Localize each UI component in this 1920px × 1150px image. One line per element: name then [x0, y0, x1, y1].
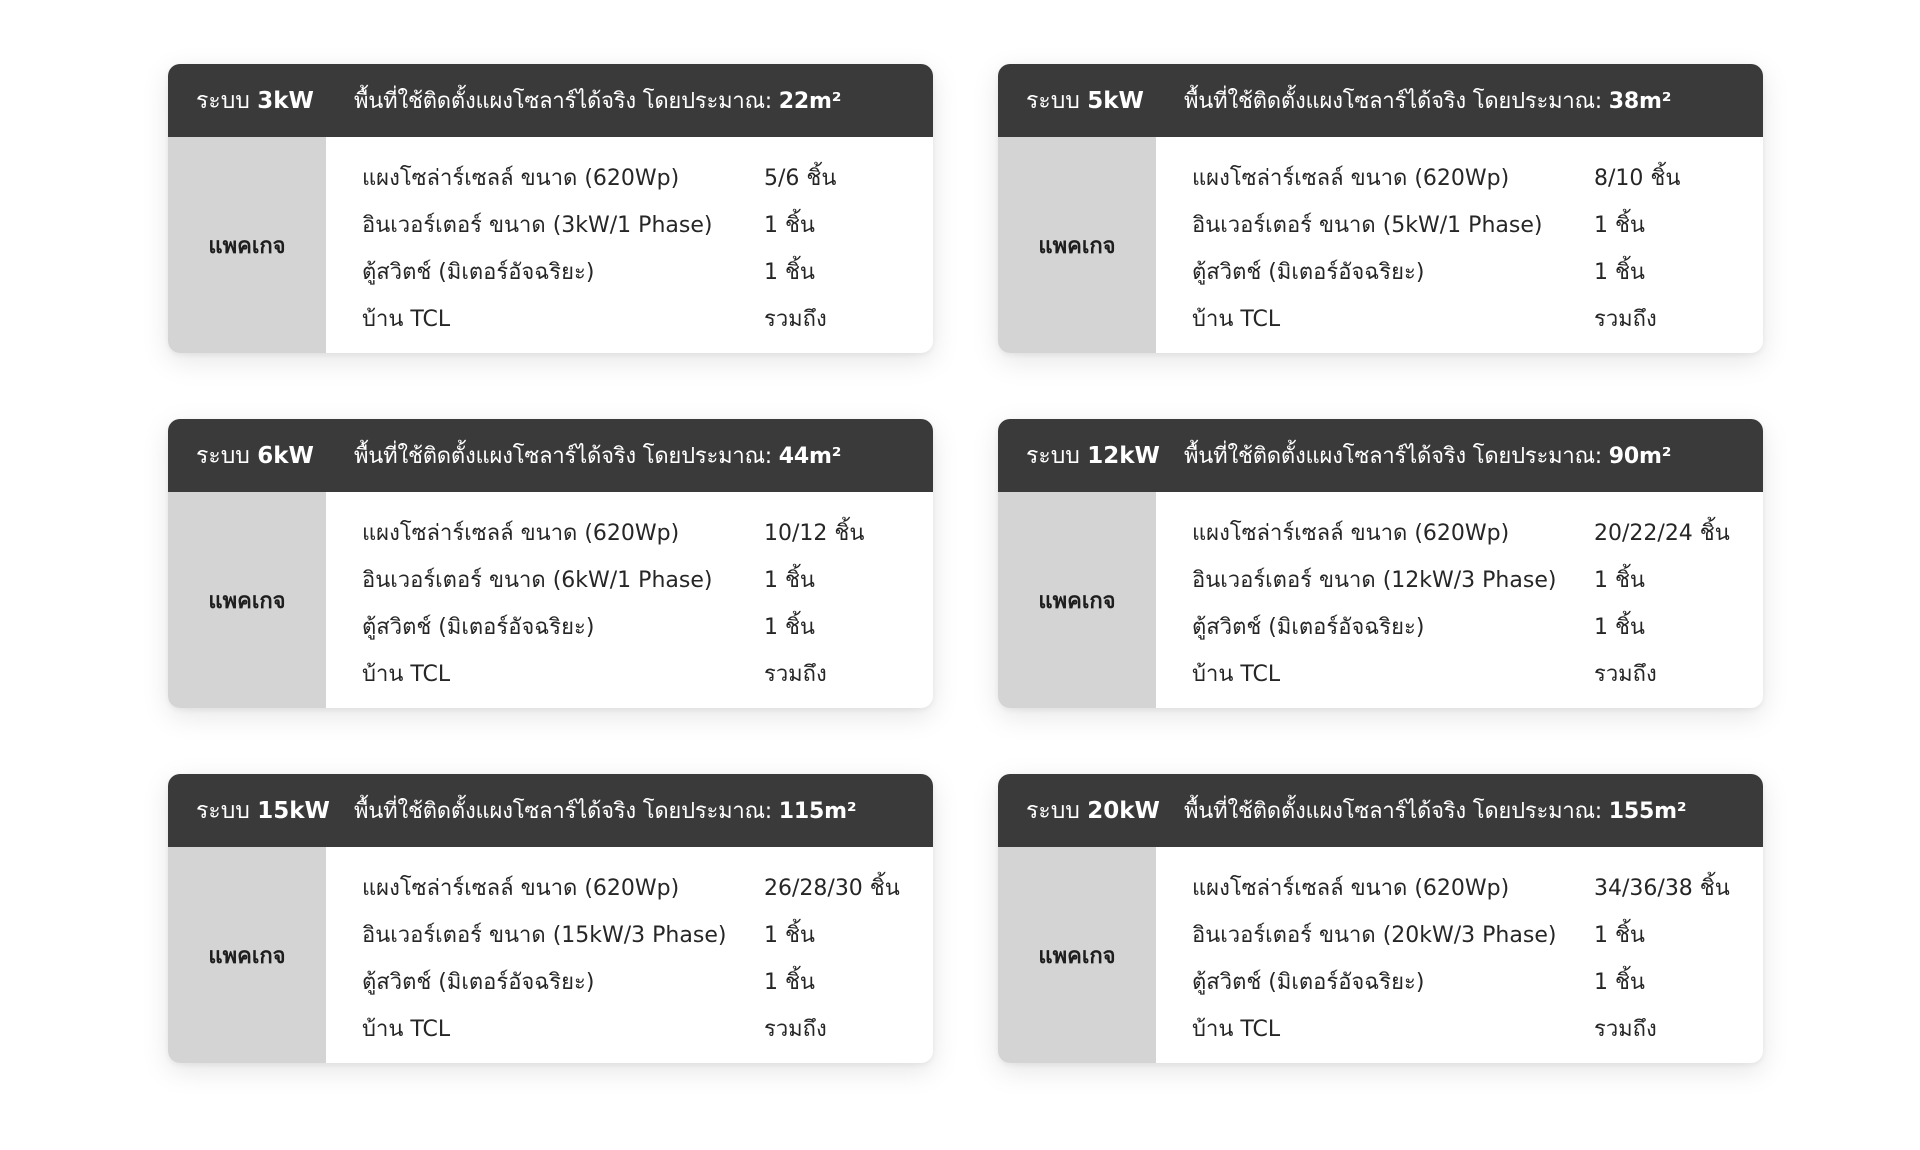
item-name: ตู้สวิตช์ (มิเตอร์อัจฉริยะ) — [362, 970, 595, 995]
system-prefix: ระบบ — [1026, 442, 1080, 469]
area-value: 22m² — [778, 89, 842, 114]
item-name: ตู้สวิตช์ (มิเตอร์อัจฉริยะ) — [1192, 260, 1425, 285]
package-card-12kw — [998, 419, 1763, 708]
item-name: อินเวอร์เตอร์ ขนาด (15kW/3 Phase) — [362, 923, 727, 948]
item-qty: 8/10 ชิ้น — [1594, 166, 1681, 191]
package-card-5kw — [998, 64, 1763, 353]
list-item — [362, 1005, 933, 1052]
list-item — [362, 509, 933, 556]
system-prefix: ระบบ — [1026, 797, 1080, 824]
list-item — [362, 911, 933, 958]
item-name: บ้าน TCL — [1192, 1017, 1281, 1042]
area-label: พื้นที่ใช้ติดตั้งแผงโซลาร์ได้จริง โดยประมาณ: — [1184, 89, 1602, 114]
system-prefix: ระบบ — [196, 797, 250, 824]
list-item — [1192, 1005, 1763, 1052]
install-area — [1170, 438, 1671, 473]
item-qty: 1 ชิ้น — [1594, 568, 1645, 593]
item-name: บ้าน TCL — [362, 662, 451, 687]
item-qty: รวมถึง — [1594, 307, 1657, 332]
package-card-6kw — [168, 419, 933, 708]
install-area — [340, 438, 841, 473]
list-item — [362, 650, 933, 697]
item-name: ตู้สวิตช์ (มิเตอร์อัจฉริยะ) — [1192, 615, 1425, 640]
item-name: แผงโซล่าร์เซลล์ ขนาด (620Wp) — [1192, 166, 1510, 191]
item-list — [326, 492, 933, 708]
package-card-20kw — [998, 774, 1763, 1063]
list-item — [362, 154, 933, 201]
list-item — [362, 248, 933, 295]
system-size — [168, 83, 340, 119]
item-qty: 1 ชิ้น — [764, 970, 815, 995]
area-label: พื้นที่ใช้ติดตั้งแผงโซลาร์ได้จริง โดยประมาณ: — [354, 89, 772, 114]
item-list — [326, 847, 933, 1063]
item-list — [1156, 137, 1763, 353]
system-prefix: ระบบ — [1026, 87, 1080, 114]
install-area — [340, 793, 856, 828]
card-body — [998, 492, 1763, 708]
card-body — [998, 847, 1763, 1063]
item-qty: 1 ชิ้น — [764, 615, 815, 640]
system-value: 6kW — [257, 442, 314, 469]
package-label: แพคเกจ — [168, 492, 326, 708]
install-area — [1170, 83, 1671, 118]
card-body — [998, 137, 1763, 353]
item-name: แผงโซล่าร์เซลล์ ขนาด (620Wp) — [362, 876, 680, 901]
item-name: อินเวอร์เตอร์ ขนาด (20kW/3 Phase) — [1192, 923, 1557, 948]
system-size — [998, 438, 1170, 474]
system-prefix: ระบบ — [196, 442, 250, 469]
item-name: บ้าน TCL — [362, 1017, 451, 1042]
item-list — [1156, 492, 1763, 708]
item-name: บ้าน TCL — [362, 307, 451, 332]
package-card-3kw — [168, 64, 933, 353]
install-area — [340, 83, 841, 118]
item-name: บ้าน TCL — [1192, 662, 1281, 687]
item-qty: 1 ชิ้น — [764, 923, 815, 948]
item-name: อินเวอร์เตอร์ ขนาด (3kW/1 Phase) — [362, 213, 713, 238]
item-name: ตู้สวิตช์ (มิเตอร์อัจฉริยะ) — [1192, 970, 1425, 995]
area-label: พื้นที่ใช้ติดตั้งแผงโซลาร์ได้จริง โดยประมาณ: — [354, 444, 772, 469]
item-qty: 1 ชิ้น — [1594, 923, 1645, 948]
list-item — [1192, 650, 1763, 697]
list-item — [362, 603, 933, 650]
list-item — [1192, 911, 1763, 958]
list-item — [1192, 603, 1763, 650]
item-name: บ้าน TCL — [1192, 307, 1281, 332]
item-qty: รวมถึง — [1594, 662, 1657, 687]
item-qty: 1 ชิ้น — [1594, 615, 1645, 640]
item-qty: 1 ชิ้น — [1594, 213, 1645, 238]
item-name: ตู้สวิตช์ (มิเตอร์อัจฉริยะ) — [362, 615, 595, 640]
item-qty: 1 ชิ้น — [764, 568, 815, 593]
item-name: แผงโซล่าร์เซลล์ ขนาด (620Wp) — [1192, 876, 1510, 901]
list-item — [362, 864, 933, 911]
system-size — [168, 438, 340, 474]
card-header — [998, 774, 1763, 847]
package-label: แพคเกจ — [168, 137, 326, 353]
list-item — [362, 295, 933, 342]
item-qty: รวมถึง — [1594, 1017, 1657, 1042]
area-label: พื้นที่ใช้ติดตั้งแผงโซลาร์ได้จริง โดยประมาณ: — [1184, 444, 1602, 469]
area-value: 38m² — [1608, 89, 1672, 114]
item-qty: 1 ชิ้น — [1594, 970, 1645, 995]
list-item — [1192, 958, 1763, 1005]
item-list — [326, 137, 933, 353]
area-value: 155m² — [1608, 799, 1687, 824]
item-name: ตู้สวิตช์ (มิเตอร์อัจฉริยะ) — [362, 260, 595, 285]
card-header — [998, 64, 1763, 137]
area-value: 44m² — [778, 444, 842, 469]
item-name: แผงโซล่าร์เซลล์ ขนาด (620Wp) — [1192, 521, 1510, 546]
item-qty: รวมถึง — [764, 1017, 827, 1042]
item-qty: 1 ชิ้น — [764, 260, 815, 285]
item-qty: 34/36/38 ชิ้น — [1594, 876, 1730, 901]
list-item — [1192, 509, 1763, 556]
list-item — [362, 958, 933, 1005]
package-card-15kw — [168, 774, 933, 1063]
area-label: พื้นที่ใช้ติดตั้งแผงโซลาร์ได้จริง โดยประมาณ: — [1184, 799, 1602, 824]
card-body — [168, 492, 933, 708]
item-name: อินเวอร์เตอร์ ขนาด (5kW/1 Phase) — [1192, 213, 1543, 238]
item-qty: 1 ชิ้น — [764, 213, 815, 238]
area-label: พื้นที่ใช้ติดตั้งแผงโซลาร์ได้จริง โดยประมาณ: — [354, 799, 772, 824]
item-name: แผงโซล่าร์เซลล์ ขนาด (620Wp) — [362, 521, 680, 546]
system-value: 20kW — [1087, 797, 1160, 824]
system-size — [168, 793, 340, 829]
package-label: แพคเกจ — [998, 137, 1156, 353]
area-value: 90m² — [1608, 444, 1672, 469]
system-value: 3kW — [257, 87, 314, 114]
item-qty: รวมถึง — [764, 307, 827, 332]
item-list — [1156, 847, 1763, 1063]
list-item — [1192, 201, 1763, 248]
item-qty: 26/28/30 ชิ้น — [764, 876, 900, 901]
list-item — [1192, 556, 1763, 603]
list-item — [1192, 295, 1763, 342]
package-label: แพคเกจ — [998, 492, 1156, 708]
list-item — [362, 556, 933, 603]
system-size — [998, 83, 1170, 119]
system-value: 12kW — [1087, 442, 1160, 469]
item-name: อินเวอร์เตอร์ ขนาด (6kW/1 Phase) — [362, 568, 713, 593]
package-label: แพคเกจ — [998, 847, 1156, 1063]
card-header — [998, 419, 1763, 492]
card-body — [168, 137, 933, 353]
system-size — [998, 793, 1170, 829]
card-header — [168, 774, 933, 847]
item-qty: 20/22/24 ชิ้น — [1594, 521, 1730, 546]
item-qty: รวมถึง — [764, 662, 827, 687]
install-area — [1170, 793, 1686, 828]
list-item — [1192, 154, 1763, 201]
item-qty: 5/6 ชิ้น — [764, 166, 837, 191]
system-value: 15kW — [257, 797, 330, 824]
list-item — [1192, 248, 1763, 295]
card-header — [168, 64, 933, 137]
list-item — [362, 201, 933, 248]
item-name: แผงโซล่าร์เซลล์ ขนาด (620Wp) — [362, 166, 680, 191]
system-value: 5kW — [1087, 87, 1144, 114]
item-qty: 1 ชิ้น — [1594, 260, 1645, 285]
item-qty: 10/12 ชิ้น — [764, 521, 865, 546]
list-item — [1192, 864, 1763, 911]
package-label: แพคเกจ — [168, 847, 326, 1063]
card-header — [168, 419, 933, 492]
package-grid — [168, 64, 1763, 1063]
area-value: 115m² — [778, 799, 857, 824]
item-name: อินเวอร์เตอร์ ขนาด (12kW/3 Phase) — [1192, 568, 1557, 593]
system-prefix: ระบบ — [196, 87, 250, 114]
card-body — [168, 847, 933, 1063]
